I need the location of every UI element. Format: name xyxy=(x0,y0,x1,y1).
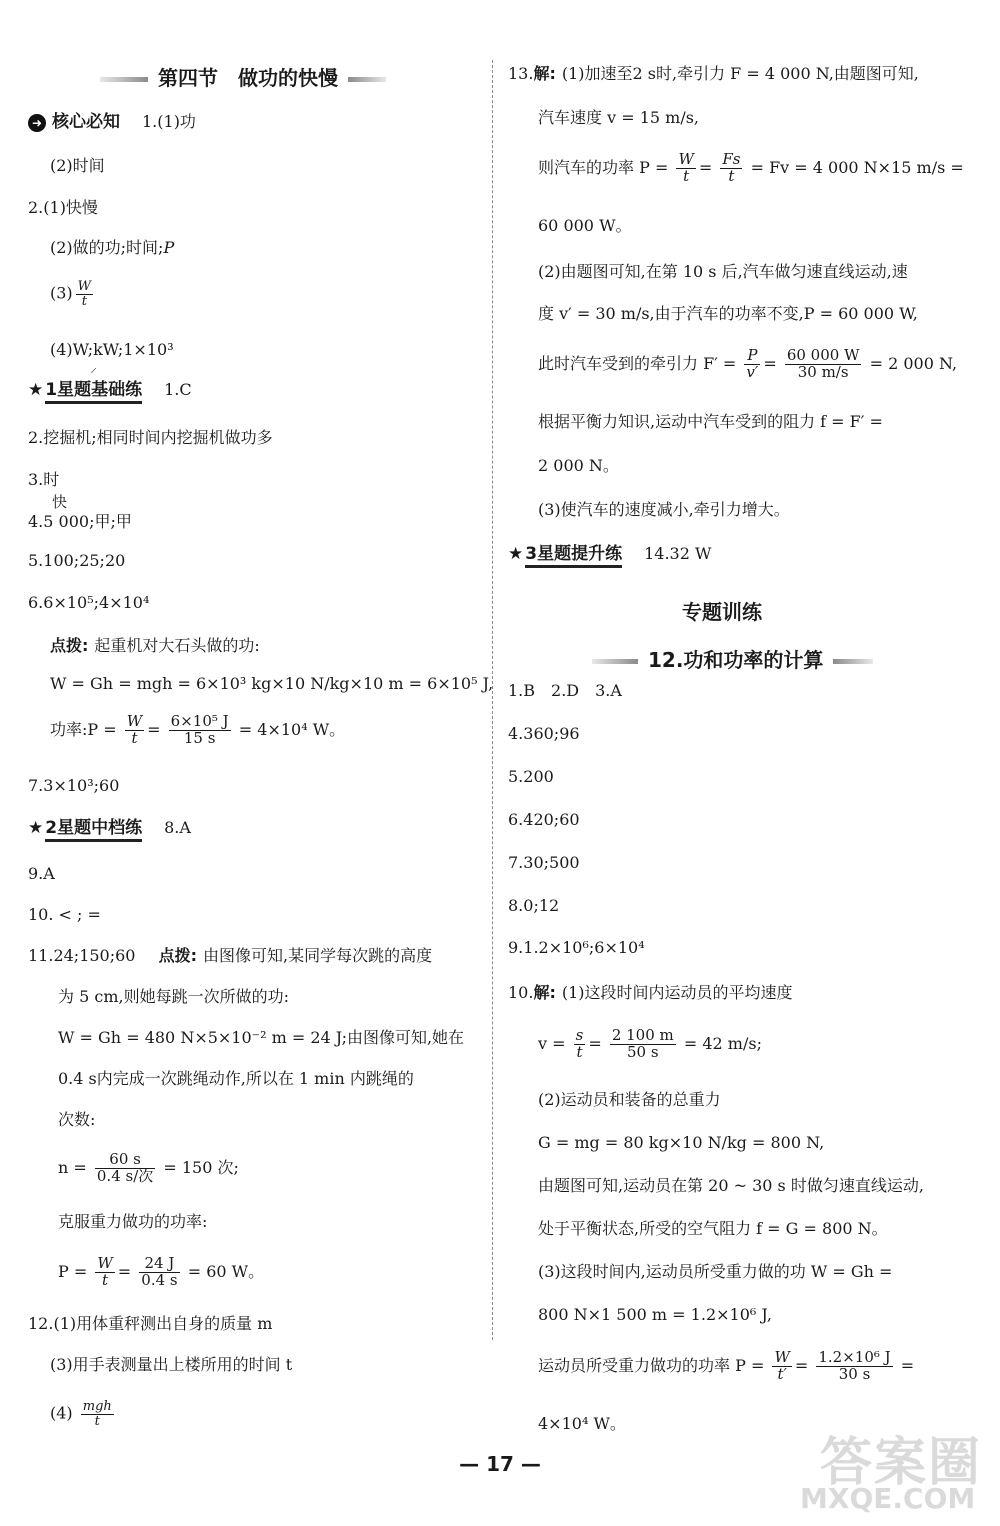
answer-s2-11 xyxy=(28,946,432,965)
fraction-p-v xyxy=(744,348,760,381)
watermark xyxy=(790,1420,990,1520)
q13-equation-g: 此时汽车受到的牵引力 F′ = $\frac{P}{v'}$ = $\frac{60 000 W}{30 m/s}$ = 2 000 N, xyxy=(538,346,958,381)
star2-label: 2星题中档练 xyxy=(45,818,142,842)
q13g-prefix: 此时汽车受到的牵引力 F′ = xyxy=(538,353,737,373)
q13-number: 13. xyxy=(508,64,534,83)
answer-12-4 xyxy=(50,1400,117,1428)
answer-1-2: (2)时间 xyxy=(50,156,105,175)
frac-den: t xyxy=(131,728,138,747)
answer-s2-10: 10. < ; = xyxy=(28,905,101,924)
answer-s3-14: 14.32 W xyxy=(644,544,712,563)
t10-text-a: (1)这段时间内运动员的平均速度 xyxy=(561,983,793,1002)
topic-answer-6: 6.420;60 xyxy=(508,810,580,829)
answer-12-1: 12.(1)用体重秤测出自身的质量 m xyxy=(28,1314,273,1333)
answer-s1-7: 7.3×10³;60 xyxy=(28,776,120,795)
watermark-url: MXQE.COM xyxy=(800,1482,976,1515)
frac-num: 60 000 W xyxy=(786,346,860,364)
frac-num: s xyxy=(575,1026,584,1044)
fraction-mgh-t xyxy=(81,1400,114,1428)
frac-den: 0.4 s/次 xyxy=(96,1166,154,1185)
fraction-power xyxy=(139,1256,179,1289)
frac-num: W xyxy=(774,1348,790,1366)
frac-den: 30 s xyxy=(838,1364,871,1383)
t10-line-c: (2)运动员和装备的总重力 xyxy=(538,1090,721,1109)
frac-den: t xyxy=(94,1413,100,1429)
answer-s1-4: 4.5 000;甲;甲 xyxy=(28,512,132,531)
pen-mark: ⸝ xyxy=(90,360,97,376)
star-icon: ★ xyxy=(28,818,44,838)
answer-11-values: 11.24;150;60 xyxy=(28,946,136,965)
frac-num: 1.2×10⁶ J xyxy=(818,1348,891,1366)
frac-den: 0.4 s xyxy=(141,1270,178,1289)
answer-s1-5: 5.100;25;20 xyxy=(28,551,126,570)
eq11p-prefix: P = xyxy=(58,1261,88,1281)
t10-line-f: 处于平衡状态,所受的空气阻力 f = G = 800 N。 xyxy=(538,1219,888,1238)
topic-answer-1-3: 1.B 2.D 3.A xyxy=(508,681,622,700)
frac-num: Fs xyxy=(722,150,741,168)
t10b-result: = 42 m/s; xyxy=(683,1033,762,1053)
frac-den: t xyxy=(576,1042,583,1061)
t10-line-d: G = mg = 80 kg×10 N/kg = 800 N, xyxy=(538,1133,825,1152)
frac-num: W xyxy=(126,712,143,730)
t10-line-j: 4×10⁴ W。 xyxy=(538,1414,626,1433)
frac-den: t′ xyxy=(777,1364,787,1383)
answer-s1-6: 6.6×10⁵;4×10⁴ xyxy=(28,593,150,612)
t10-line-e: 由题图可知,运动员在第 20 ~ 30 s 时做匀速直线运动, xyxy=(538,1176,924,1195)
topic-subtitle xyxy=(582,644,883,673)
fraction-w-t-prime xyxy=(772,1350,791,1383)
section-title xyxy=(90,62,396,91)
subtitle-bar-right xyxy=(833,659,873,664)
frac-den: 30 m/s xyxy=(797,362,849,381)
page-number: — 17 — xyxy=(459,1452,541,1476)
tip-11-text: 由图像可知,某同学每次跳的高度 xyxy=(202,946,433,965)
q13-line-e: (2)由题图可知,在第 10 s 后,汽车做匀速直线运动,速 xyxy=(538,262,908,281)
answer-2-4: (4)W;kW;1×10³ xyxy=(50,340,174,359)
t10i-prefix: 运动员所受重力做功的功率 P = xyxy=(538,1355,765,1375)
core-heading xyxy=(28,112,196,132)
fraction-w-over-t xyxy=(76,280,93,308)
topic-answer-4: 4.360;96 xyxy=(508,724,580,743)
t10b-prefix: v = xyxy=(538,1033,566,1053)
solution-label: 解: xyxy=(533,983,556,1002)
topic-answer-8: 8.0;12 xyxy=(508,896,560,915)
fraction-w-t xyxy=(95,1256,114,1289)
topic-answer-9: 9.1.2×10⁶;6×10⁴ xyxy=(508,938,645,957)
core-label: 核心必知 xyxy=(52,112,120,132)
t10-number: 10. xyxy=(508,983,534,1002)
star-icon: ★ xyxy=(28,380,44,400)
answer-12-3: (3)用手表测量出上楼所用的时间 t xyxy=(50,1355,293,1374)
answer-s1-3: 3.时 xyxy=(28,470,60,489)
fraction-work-time xyxy=(816,1350,892,1383)
topic-answer-5: 5.200 xyxy=(508,767,554,786)
answer-12-4-prefix: (4) xyxy=(50,1403,73,1423)
star-icon: ★ xyxy=(508,544,524,564)
topic-subtitle-text: 12.功和功率的计算 xyxy=(648,648,824,672)
answer-2-3 xyxy=(50,280,96,308)
star3-label: 3星题提升练 xyxy=(525,544,622,568)
q13-line-a xyxy=(508,64,919,83)
tip-11-line-f: 克服重力做功的功率: xyxy=(58,1212,208,1231)
frac-num: W xyxy=(77,279,92,294)
section-title-text: 第四节 做功的快慢 xyxy=(158,66,338,90)
answer-s2-9: 9.A xyxy=(28,864,55,883)
frac-num: W xyxy=(678,150,694,168)
t10-equation-b: v = $\frac{s}{t}$ = $\frac{2 100 m}{50 s}$ = 42 m/s; xyxy=(538,1026,762,1061)
tip-11-line-d: 0.4 s内完成一次跳绳动作,所以在 1 min 内跳绳的 xyxy=(58,1069,414,1088)
tip-11-line-c: W = Gh = 480 N×5×10⁻² m = 24 J;由图像可知,她在 xyxy=(58,1028,465,1047)
eq11p-result: = 60 W。 xyxy=(187,1261,265,1281)
eq11n-result: = 150 次; xyxy=(163,1157,239,1177)
title-bar-left xyxy=(100,77,148,82)
q13-line-d: 60 000 W。 xyxy=(538,216,632,235)
tip-11-line-b: 为 5 cm,则她每跳一次所做的功: xyxy=(58,987,289,1006)
answer-2-2-var: P xyxy=(163,238,175,257)
topic-answer-7: 7.30;500 xyxy=(508,853,580,872)
answer-2-1: 2.(1)快慢 xyxy=(28,198,98,217)
frac-num: P xyxy=(744,348,760,365)
q13-equation-c: 则汽车的功率 P = $\frac{W}{t}$ = $\frac{Fs}{t}$ = Fv = 4 000 N×15 m/s = xyxy=(538,150,964,185)
frac-num: 60 s xyxy=(95,1152,155,1169)
star1-heading xyxy=(28,380,192,400)
fraction-power-speed xyxy=(785,348,862,381)
frac-num: mgh xyxy=(82,1399,112,1414)
equation-11-n xyxy=(58,1152,239,1185)
fraction-count xyxy=(95,1152,155,1185)
frac-den: t xyxy=(728,166,735,185)
frac-den: 15 s xyxy=(183,728,216,747)
answer-2-3-prefix: (3) xyxy=(50,283,73,303)
frac-den: t xyxy=(81,293,87,309)
eq11n-prefix: n = xyxy=(58,1157,87,1177)
q13g-result: = 2 000 N, xyxy=(869,353,958,373)
frac-num: 24 J xyxy=(139,1256,179,1273)
t10-equation-i: 运动员所受重力做功的功率 P = $\frac{W}{t'}$ = $\frac{\text{1.2×10⁶ J}}{30 s}$ = xyxy=(538,1348,915,1383)
topic-title: 专题训练 xyxy=(682,600,762,624)
frac-den: t xyxy=(683,166,690,185)
eq6b-prefix: 功率:P = xyxy=(50,719,117,739)
q13-line-i: 2 000 N。 xyxy=(538,456,619,475)
frac-num: 6×10⁵ J xyxy=(170,712,229,730)
frac-num: 2 100 m xyxy=(611,1026,674,1044)
equation-11-p: P = $\frac{W}{t}$ = $\frac{24 J}{0.4 s}$ = 60 W。 xyxy=(58,1254,265,1289)
q13c-result: = Fv = 4 000 N×15 m/s = xyxy=(750,157,964,177)
q13-line-b: 汽车速度 v = 15 m/s, xyxy=(538,108,700,127)
answer-s2-8: 8.A xyxy=(164,818,191,837)
eq6b-result: = 4×10⁴ W。 xyxy=(238,719,346,739)
solution-label: 解: xyxy=(533,64,556,83)
fraction-fs-t xyxy=(720,152,742,185)
arrow-circle-icon: ➜ xyxy=(28,114,46,132)
tip-6 xyxy=(50,636,260,655)
tip-11-line-e: 次数: xyxy=(58,1110,96,1129)
t10i-equals: = xyxy=(900,1355,915,1375)
fraction-distance-time xyxy=(610,1028,676,1061)
frac-den: t xyxy=(102,1270,109,1289)
answer-1-1: 1.(1)功 xyxy=(142,112,196,131)
column-divider xyxy=(492,60,493,1340)
equation-6a: W = Gh = mgh = 6×10³ kg×10 N/kg×10 m = 6×10⁵ J, xyxy=(50,674,494,693)
tip-label: 点拨: xyxy=(158,946,197,965)
answer-s1-2: 2.挖掘机;相同时间内挖掘机做功多 xyxy=(28,428,273,447)
frac-den: 50 s xyxy=(627,1042,659,1061)
q13-line-f: 度 v′ = 30 m/s,由于汽车的功率不变,P = 60 000 W, xyxy=(538,304,918,323)
fraction-energy-time xyxy=(169,714,231,747)
answer-s1-1: 1.C xyxy=(164,380,192,399)
answer-2-2 xyxy=(50,238,174,257)
star1-label: 1星题基础练 xyxy=(45,380,142,404)
fraction-w-t xyxy=(125,714,144,747)
tip-label: 点拨: xyxy=(50,636,89,655)
frac-num: W xyxy=(97,1254,113,1272)
q13-text-a: (1)加速至2 s时,牵引力 F = 4 000 N,由题图可知, xyxy=(561,64,919,83)
fraction-w-t xyxy=(676,152,695,185)
subtitle-bar-left xyxy=(592,659,638,664)
fraction-s-t xyxy=(574,1028,586,1061)
q13-line-j: (3)使汽车的速度减小,牵引力增大。 xyxy=(538,500,790,519)
t10-line-h: 800 N×1 500 m = 1.2×10⁶ J, xyxy=(538,1305,772,1324)
t10-line-g: (3)这段时间内,运动员所受重力做的功 W = Gh = xyxy=(538,1262,893,1281)
frac-den: v′ xyxy=(746,362,759,381)
topic-answer-10 xyxy=(508,983,793,1002)
answer-s1-3-handwritten: 快 xyxy=(52,493,68,511)
watermark-logo-text: 答案圈 xyxy=(820,1433,983,1493)
answer-2-2-text: (2)做的功;时间; xyxy=(50,238,164,257)
star3-heading xyxy=(508,544,711,564)
star2-heading xyxy=(28,818,191,838)
title-bar-right xyxy=(348,77,386,82)
equation-6b: 功率:P = $\frac{W}{t}$ = $\frac{\text{6×10⁵ J}}{15 s}$ = 4×10⁴ W。 xyxy=(50,712,346,747)
q13-line-h: 根据平衡力知识,运动中汽车受到的阻力 f = F′ = xyxy=(538,412,883,431)
q13c-prefix: 则汽车的功率 P = xyxy=(538,157,669,177)
tip-6-text: 起重机对大石头做的功: xyxy=(94,636,260,655)
